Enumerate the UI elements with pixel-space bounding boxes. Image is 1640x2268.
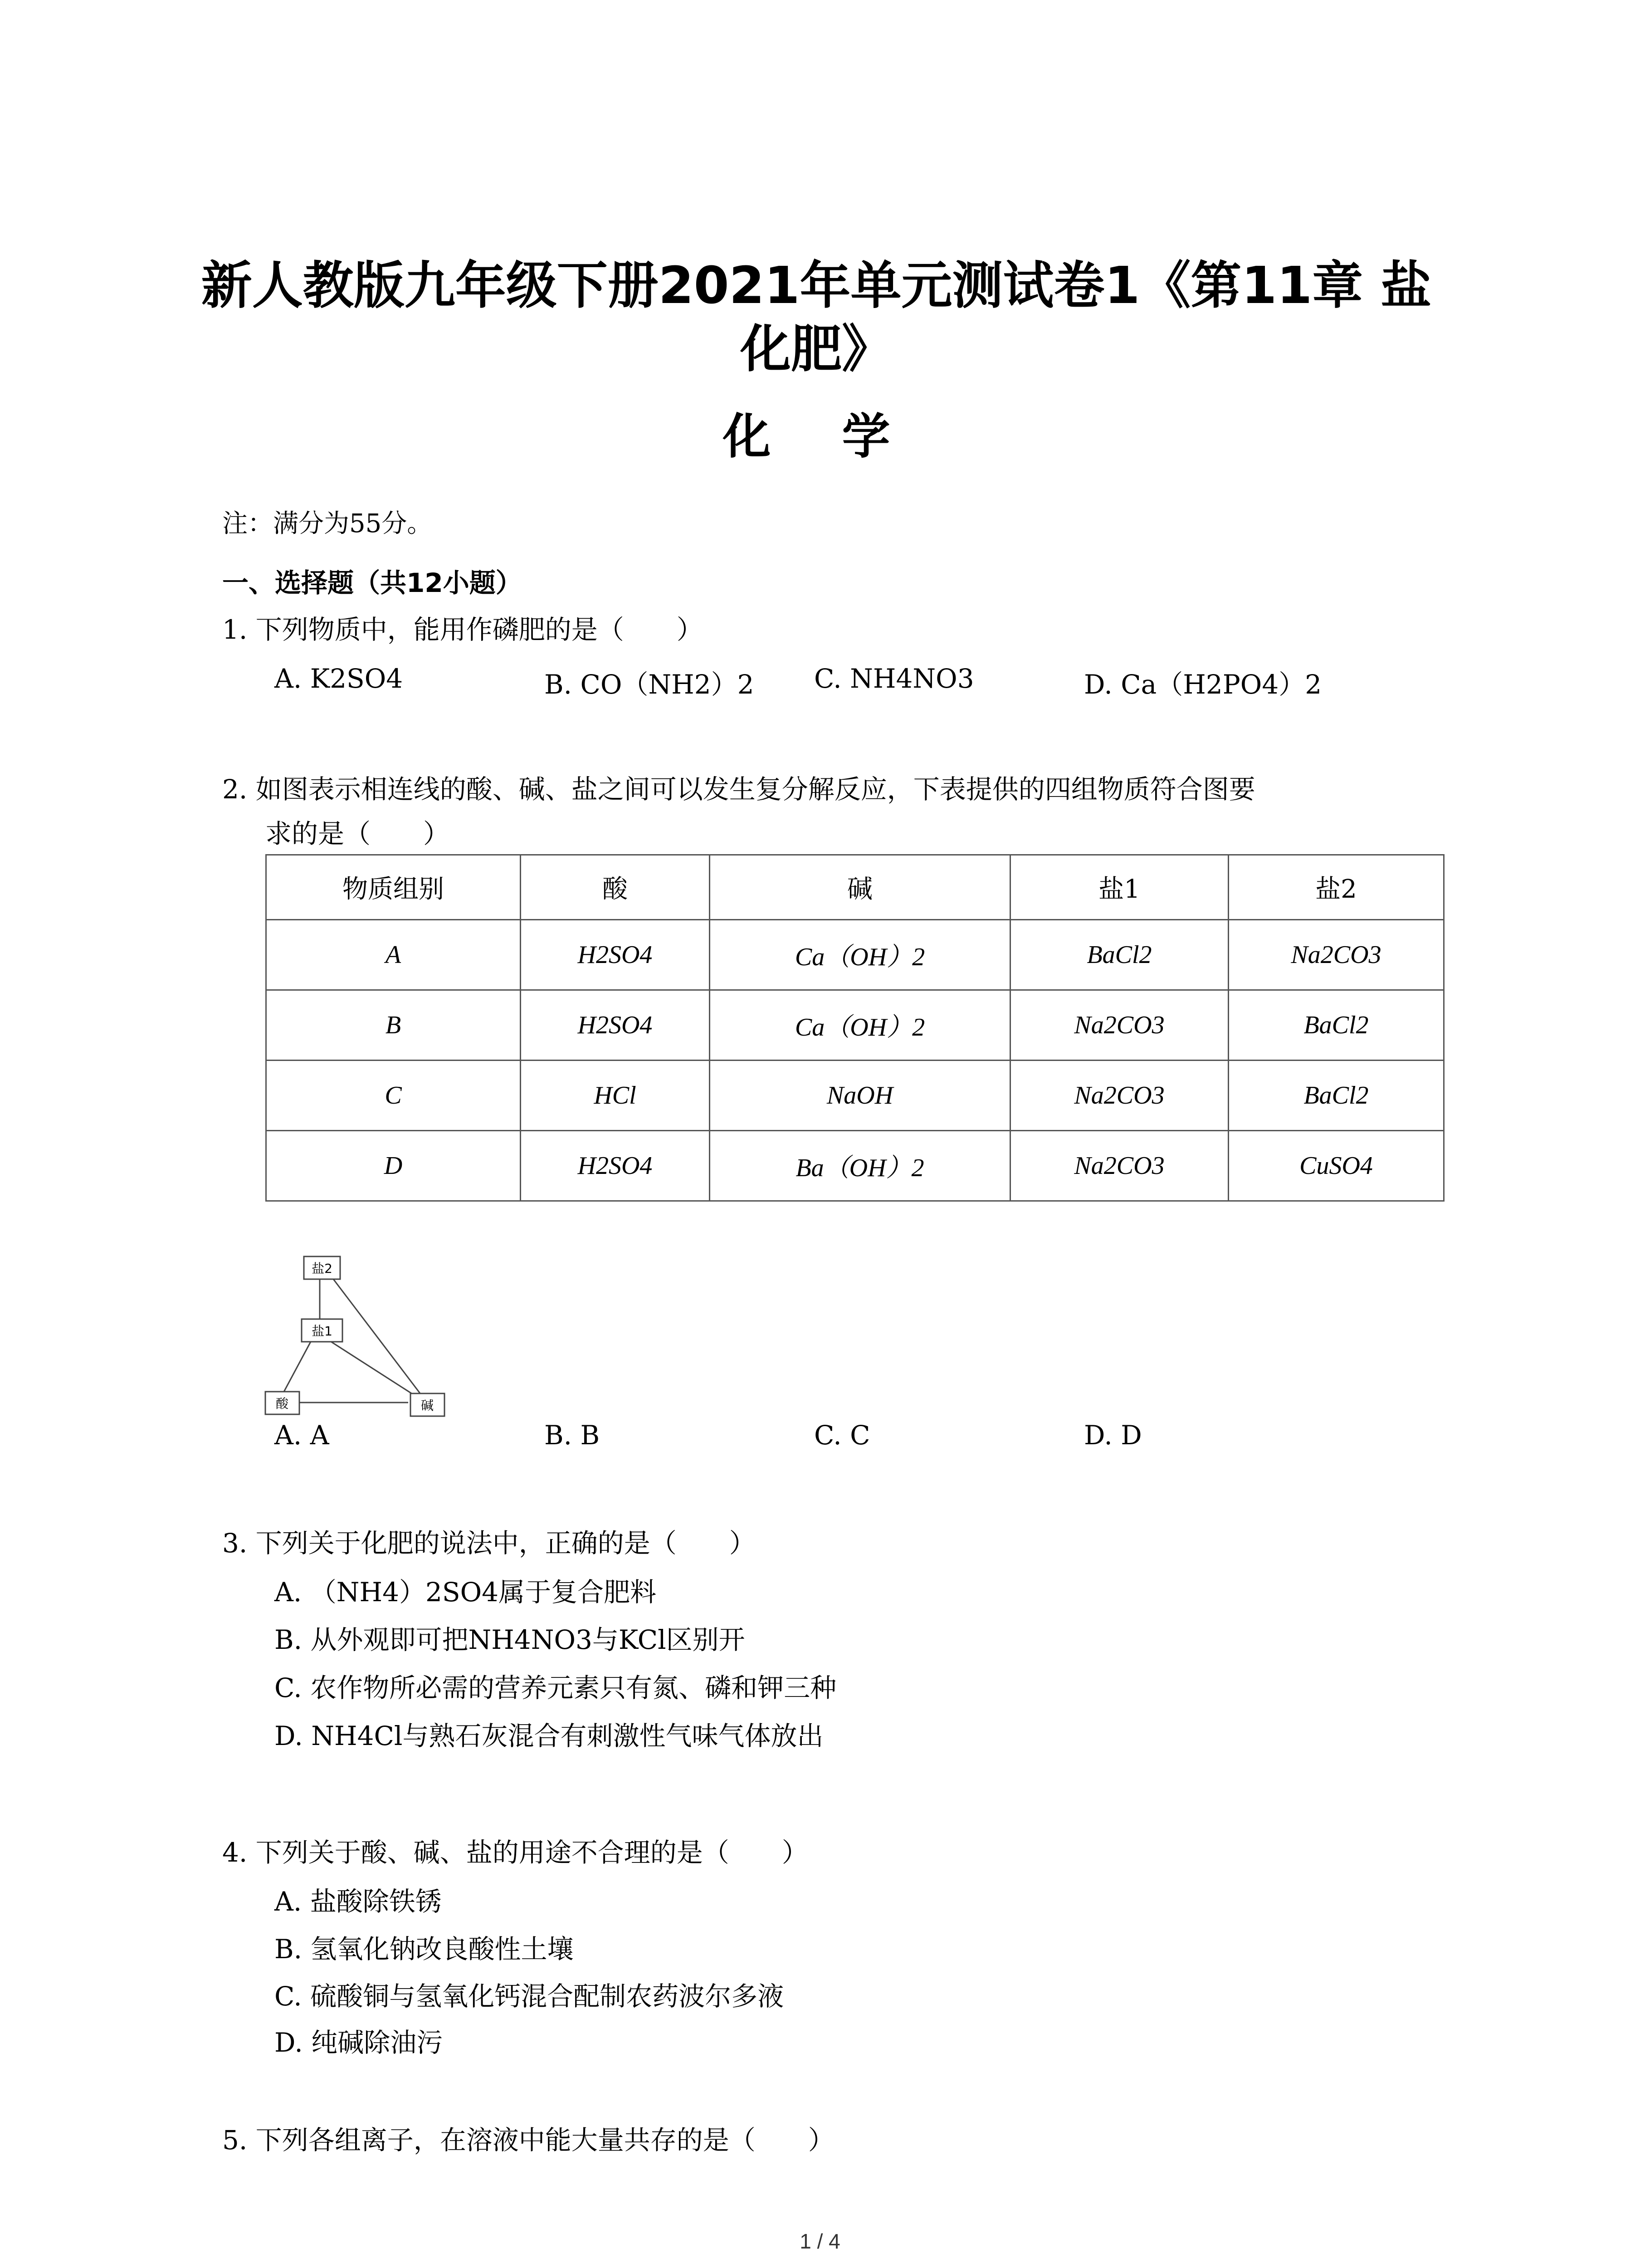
diagram-line-salt1-base [331, 1342, 417, 1397]
table-header-cell: 碱 [710, 855, 1010, 920]
question-1-stem: 1. 下列物质中，能用作磷肥的是（ ） [222, 614, 703, 645]
reaction-diagram [263, 1243, 476, 1424]
diagram-label-salt1: 盐1 [312, 1324, 332, 1339]
question-2-stem-line2: 求的是（ ） [265, 818, 450, 849]
table-cell: HCl [521, 1061, 710, 1131]
question-3-option-b[interactable]: B. 从外观即可把NH4NO3与KCl区别开 [274, 1624, 745, 1655]
question-1-option-d[interactable]: D. Ca（H2PO4）2 [1084, 669, 1322, 700]
table-row [266, 990, 1444, 1061]
question-4-option-b[interactable]: B. 氢氧化钠改良酸性土壤 [274, 1934, 574, 1965]
diagram-line-salt2-base [333, 1279, 426, 1402]
table-cell: H2SO4 [521, 1131, 710, 1201]
question-2-option-c[interactable]: C. C [814, 1420, 870, 1451]
section-heading: 一、选择题（共12小题） [222, 567, 522, 598]
question-3-option-c[interactable]: C. 农作物所必需的营养元素只有氮、磷和钾三种 [274, 1672, 837, 1703]
question-4-option-d[interactable]: D. 纯碱除油污 [274, 2027, 443, 2058]
question-4-option-a[interactable]: A. 盐酸除铁锈 [274, 1886, 442, 1917]
question-2-stem-line1: 2. 如图表示相连线的酸、碱、盐之间可以发生复分解反应，下表提供的四组物质符合图要 [222, 774, 1255, 805]
table-cell: Ca（OH）2 [710, 990, 1010, 1061]
table-cell: D [266, 1131, 521, 1201]
question-3-option-a[interactable]: A. （NH4）2SO4属于复合肥料 [274, 1577, 657, 1608]
diagram-label-salt2: 盐2 [312, 1261, 332, 1276]
document-title: 新人教版九年级下册2021年单元测试卷1《第11章 盐化肥》 [201, 256, 1432, 379]
question-2-option-d[interactable]: D. D [1084, 1420, 1142, 1451]
table-cell: CuSO4 [1229, 1131, 1444, 1201]
subject-heading: 化 学 [722, 409, 918, 464]
table-cell: A [266, 920, 521, 990]
table-cell: BaCl2 [1229, 1061, 1444, 1131]
table-cell: Na2CO3 [1229, 920, 1444, 990]
question-4-option-c[interactable]: C. 硫酸铜与氢氧化钙混合配制农药波尔多液 [274, 1981, 784, 2012]
question-2-option-b[interactable]: B. B [544, 1420, 600, 1451]
table-cell: Na2CO3 [1010, 990, 1229, 1061]
table-cell: Na2CO3 [1010, 1061, 1229, 1131]
table-cell: BaCl2 [1010, 920, 1229, 990]
table-header-cell: 盐2 [1229, 855, 1444, 920]
table-cell: B [266, 990, 521, 1061]
table-row [266, 1061, 1444, 1131]
diagram-label-base: 碱 [420, 1398, 434, 1413]
table-header-cell: 酸 [521, 855, 710, 920]
table-cell: Ca（OH）2 [710, 920, 1010, 990]
diagram-label-acid: 酸 [275, 1396, 289, 1411]
page-number: 1 / 4 [800, 2229, 840, 2253]
question-3-option-d[interactable]: D. NH4Cl与熟石灰混合有刺激性气味气体放出 [274, 1721, 824, 1751]
table-cell: C [266, 1061, 521, 1131]
question-4-stem: 4. 下列关于酸、碱、盐的用途不合理的是（ ） [222, 1837, 808, 1868]
table-cell: BaCl2 [1229, 990, 1444, 1061]
table-cell: Ba（OH）2 [710, 1131, 1010, 1201]
table-cell: Na2CO3 [1010, 1131, 1229, 1201]
question-2-option-a[interactable]: A. A [274, 1420, 329, 1451]
table-header-cell: 盐1 [1010, 855, 1229, 920]
question-1-option-c[interactable]: C. NH4NO3 [814, 663, 974, 694]
table-cell: H2SO4 [521, 920, 710, 990]
question-1-option-a[interactable]: A. K2SO4 [274, 663, 403, 694]
table-row [266, 1131, 1444, 1201]
question-1-option-b[interactable]: B. CO（NH2）2 [544, 669, 754, 700]
table-row [266, 920, 1444, 990]
score-note: 注：满分为55分。 [222, 509, 433, 538]
substance-table [265, 854, 1445, 1202]
question-3-stem: 3. 下列关于化肥的说法中，正确的是（ ） [222, 1528, 756, 1559]
table-header-row [266, 855, 1444, 920]
table-cell: H2SO4 [521, 990, 710, 1061]
question-5-stem: 5. 下列各组离子，在溶液中能大量共存的是（ ） [222, 2125, 835, 2156]
table-header-cell: 物质组别 [266, 855, 521, 920]
table-cell: NaOH [710, 1061, 1010, 1131]
diagram-line-salt1-acid [283, 1342, 311, 1393]
